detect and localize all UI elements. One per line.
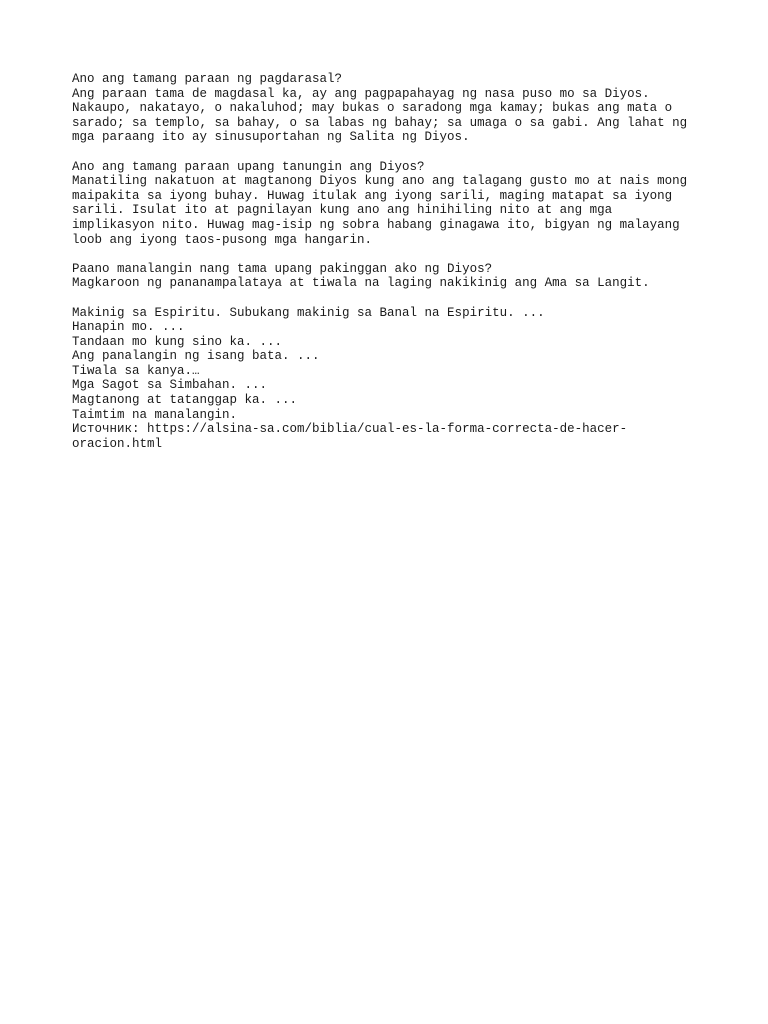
list-item: Magtanong at tatanggap ka. ... (72, 393, 298, 408)
list-item: Taimtim na manalangin. (72, 407, 238, 422)
document-body (72, 72, 702, 451)
list-item: Tiwala sa kanya.… (72, 363, 200, 378)
source-line: oracion.html (72, 436, 163, 451)
list-item: Ang panalangin ng isang bata. ... (72, 349, 320, 364)
text-line: loob ang iyong taos-pusong mga hangarin. (72, 232, 373, 247)
paragraph-gap (72, 291, 702, 306)
text-line: mga paraang ito ay sinusuportahan ng Salita ng Diyos. (72, 130, 470, 145)
section-tips-list (72, 306, 702, 452)
list-item: Makinig sa Espiritu. Subukang makinig sa Banal na Espiritu. ... (72, 305, 545, 320)
text-line: sarili. Isulat ito at pagnilayan kung ano ang hinihiling nito at ang mga (72, 203, 613, 218)
question-heading: Ano ang tamang paraan ng pagdarasal? (72, 72, 343, 86)
text-line: Magkaroon ng pananampalataya at tiwala na laging nakikinig ang Ama sa Langit. (72, 276, 650, 291)
paragraph-gap (72, 247, 702, 262)
section-prayer-way (72, 72, 702, 145)
text-line: Nakaupo, nakatayo, o nakaluhod; may bukas o saradong mga kamay; bukas ang mata o (72, 101, 673, 116)
list-item: Tandaan mo kung sino ka. ... (72, 334, 283, 349)
text-line: Ang paraan tama de magdasal ka, ay ang pagpapahayag ng nasa puso mo sa Diyos. (72, 86, 650, 101)
text-line: Manatiling nakatuon at magtanong Diyos kung ano ang talagang gusto mo at nais mong (72, 174, 688, 189)
list-item: Mga Sagot sa Simbahan. ... (72, 378, 268, 393)
text-line: implikasyon nito. Huwag mag-isip ng sobra habang ginagawa ito, bigyan ng malayang (72, 217, 680, 232)
section-pray-correctly (72, 262, 702, 291)
source-line: Источник: https://alsina-sa.com/biblia/cual-es-la-forma-correcta-de-hacer- (72, 422, 628, 437)
text-line: sarado; sa templo, sa bahay, o sa labas ng bahay; sa umaga o sa gabi. Ang lahat ng (72, 115, 688, 130)
question-heading: Paano manalangin nang tama upang pakinggan ako ng Diyos? (72, 261, 493, 276)
paragraph-gap (72, 145, 702, 160)
list-item: Hanapin mo. ... (72, 320, 185, 335)
section-ask-god (72, 160, 702, 248)
text-line: maipakita sa iyong buhay. Huwag itulak ang iyong sarili, maging matapat sa iyong (72, 188, 673, 203)
question-heading: Ano ang tamang paraan upang tanungin ang Diyos? (72, 159, 425, 174)
